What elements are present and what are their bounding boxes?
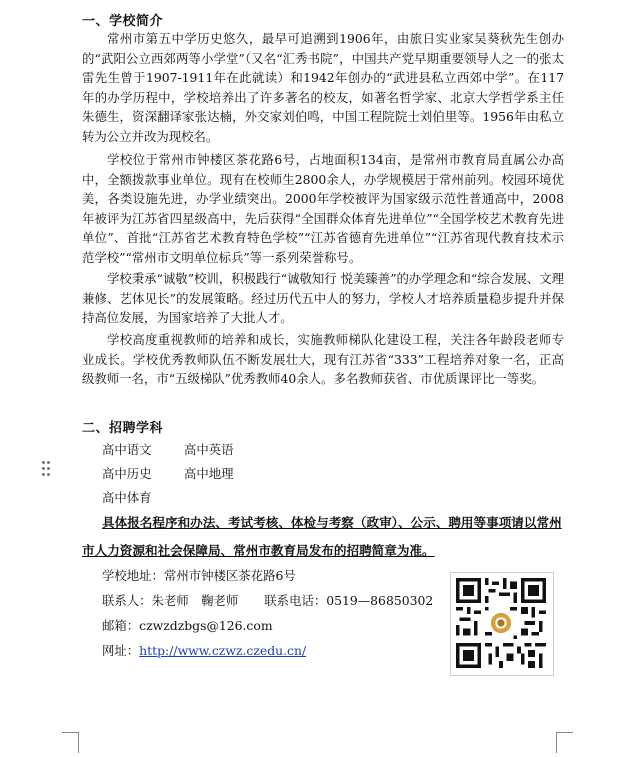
website-link[interactable]: http://www.czwz.czedu.cn/ bbox=[139, 643, 307, 658]
intro-paragraph-4: 学校高度重视教师的培养和成长，实施教师梯队化建设工程，关注各年龄段老师专业成长。学校优秀教师队伍不断发展壮大，现有江苏省“333”工程培养对象一名，正高级教师一名，市“五级梯队”优秀教师40余人。多名教师获省、市优质课评比一等奖。 bbox=[82, 332, 564, 387]
recruitment-notice-text: 具体报名程序和办法、考试考核、体检与考察（政审）、公示、聘用等事项请以常州市人力资源和社会保障局、常州市教育局发布的招聘简章为准。 bbox=[82, 515, 562, 558]
subject-english: 高中英语 bbox=[184, 442, 234, 457]
subject-history: 高中历史 bbox=[102, 466, 152, 481]
section-heading-subjects: 二、招聘学科 bbox=[82, 421, 164, 436]
drag-handle-icon[interactable] bbox=[42, 461, 52, 477]
website-line bbox=[102, 641, 306, 659]
address-line bbox=[102, 566, 296, 584]
subject-chinese: 高中语文 bbox=[102, 442, 152, 457]
contact-names: 朱老师 鞠老师 bbox=[151, 593, 239, 608]
email-line bbox=[102, 616, 273, 634]
website-label: 网址： bbox=[102, 643, 140, 658]
intro-paragraph-1: 常州市第五中学历史悠久，最早可追溯到1906年，由旅日实业家吴葵秋先生创办的“武阳公立西郊两等小学堂”（又名“汇秀书院”，中国共产党早期重要领导人之一的张太雷先生曾于1907-1911年在此就读）和1942年创办的“武进县私立西郊中学”。在117年的办学历程中，学校培养出了许多著名的校友，如著名哲学家、北京大学哲学系主任朱德生，资深翻译家张达楠，外交家刘伯鸣，中国工程院院士刘伯里等。1956年由私立转为公立并改为现校名。 bbox=[82, 31, 564, 144]
address-value: 常州市钟楼区茶花路6号 bbox=[163, 568, 296, 583]
intro-paragraph-2: 学校位于常州市钟楼区茶花路6号，占地面积134亩，是常州市教育局直属公办高中，全额拨款事业单位。现有在校师生2800余人，办学规模居于常州前列。校园环境优美，各类设施先进，办学业绩突出。2000年学校被评为国家级示范性普通高中，2008年被评为江苏省四星级高中，先后获得“全国群众体育先进单位”“全国学校艺术教育先进单位”、首批“江苏省艺术教育特色学校”“江苏省德育先进单位”“江苏省现代教育技术示范学校”“常州市文明单位标兵”等一系列荣誉称号。 bbox=[82, 152, 564, 265]
qr-code-icon bbox=[456, 578, 546, 668]
address-label: 学校地址： bbox=[102, 568, 164, 583]
crop-mark-right bbox=[556, 732, 573, 753]
contact-label: 联系人： bbox=[102, 593, 152, 608]
section-heading-school-intro: 一、学校简介 bbox=[82, 14, 164, 29]
subject-pe: 高中体育 bbox=[102, 490, 152, 505]
recruitment-notice bbox=[82, 509, 568, 565]
email-label: 邮箱： bbox=[102, 618, 140, 633]
phone-value: 0519—86850302 bbox=[326, 593, 434, 608]
subject-geography: 高中地理 bbox=[184, 466, 234, 481]
contact-line bbox=[102, 591, 433, 609]
intro-paragraph-3: 学校秉承“诚敬”校训，积极践行“诚敬知行 悦美臻善”的办学理念和“综合发展、文理兼修、艺体见长”的发展策略。经过历代五中人的努力，学校人才培养质量稳步提升并保持高位发展，为国家培养了大批人才。 bbox=[82, 271, 564, 326]
email-value: czwzdzbgs@126.com bbox=[139, 618, 273, 633]
crop-mark-left bbox=[62, 732, 79, 753]
phone-label: 联系电话： bbox=[264, 593, 327, 608]
